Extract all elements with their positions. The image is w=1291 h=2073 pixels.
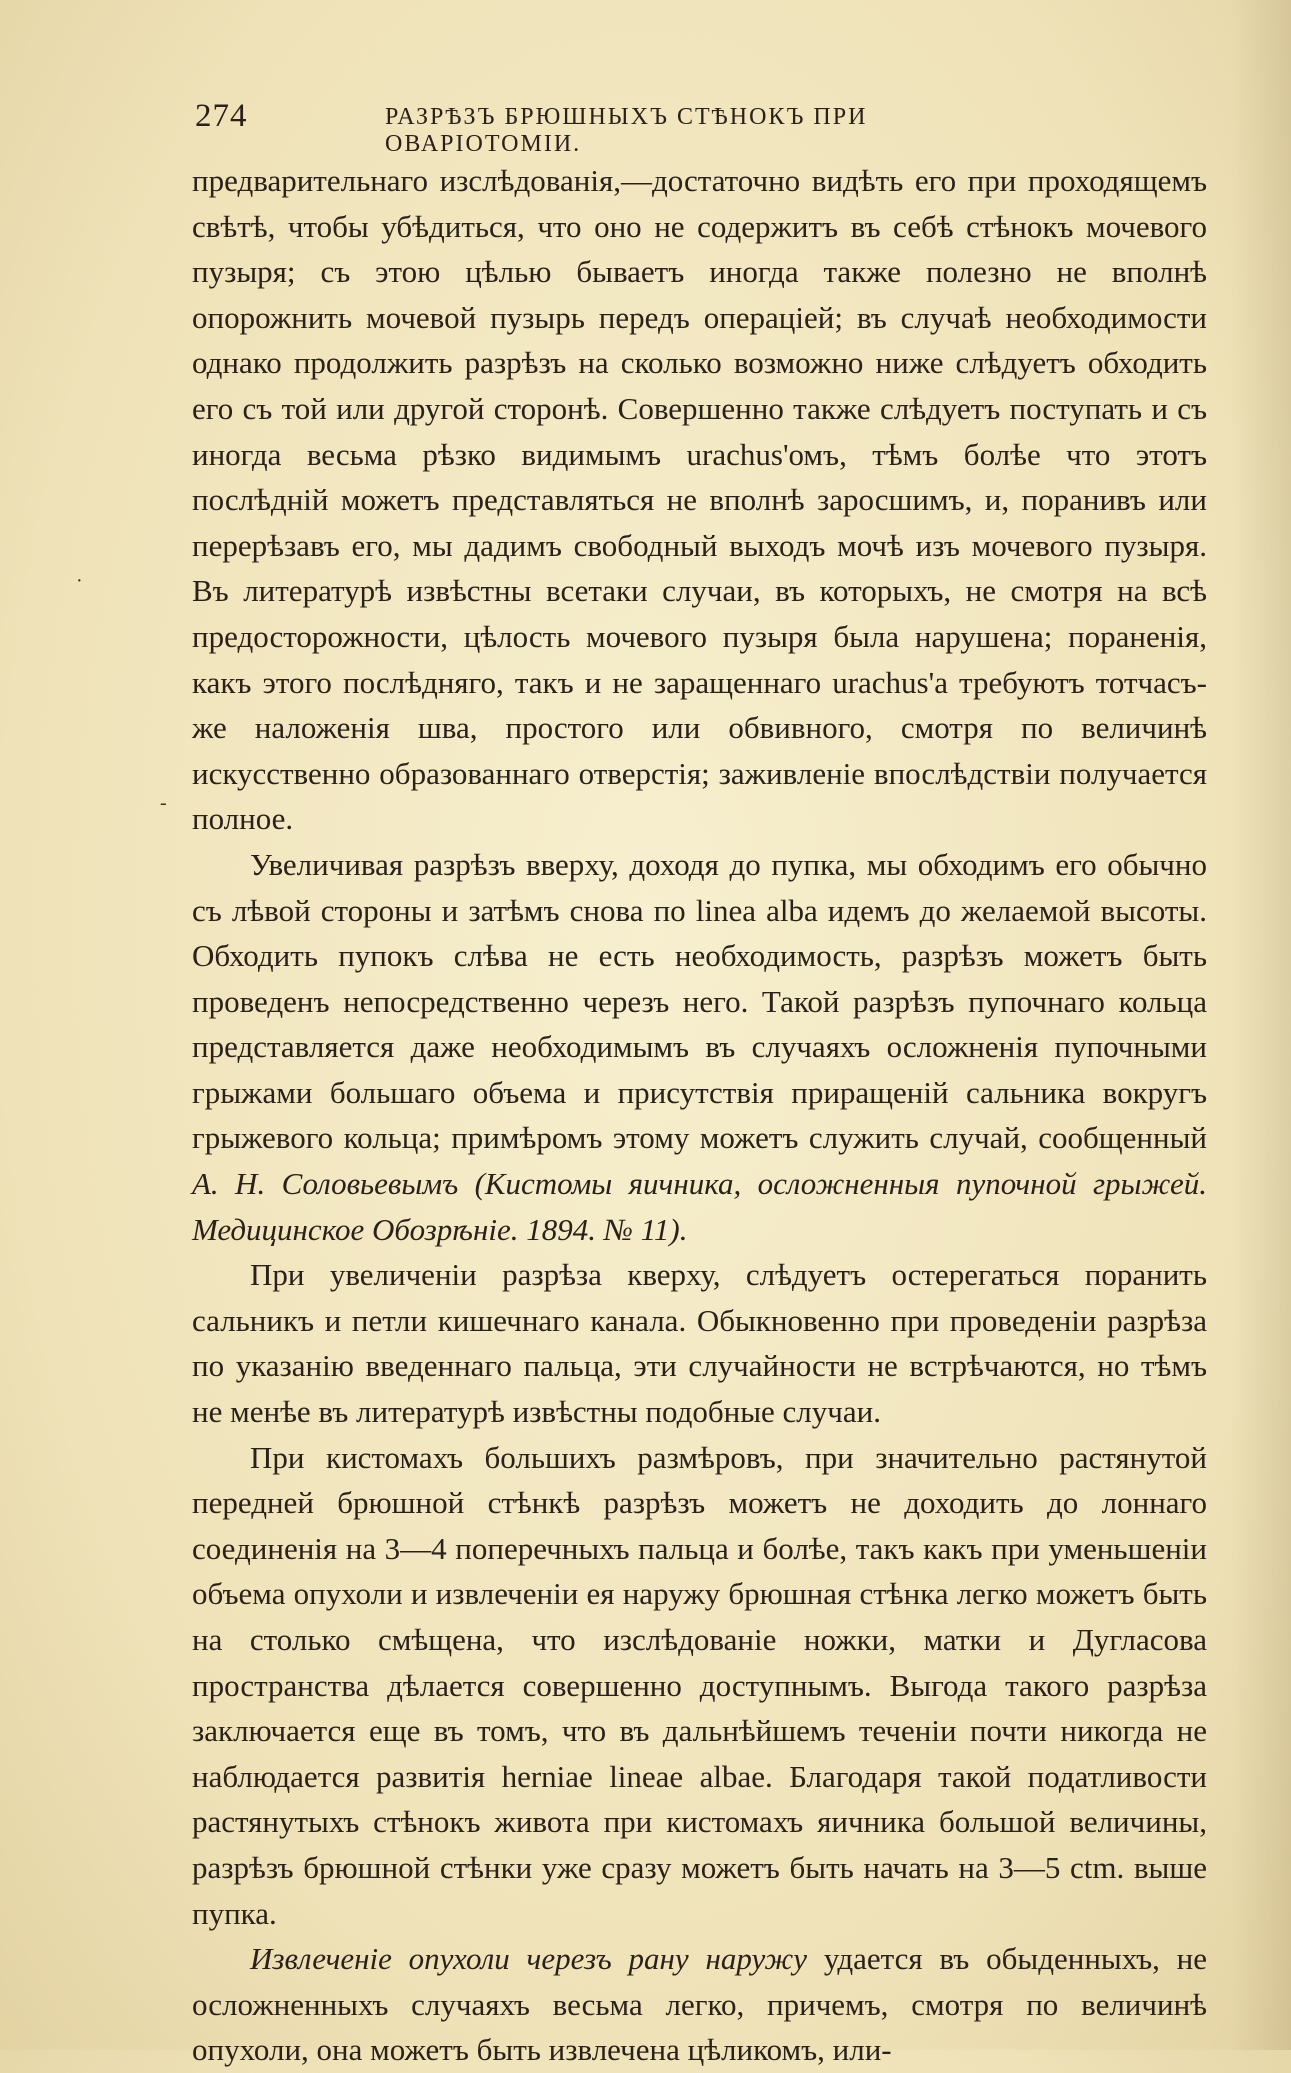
- page-header: [195, 98, 1065, 157]
- paragraph-5: [192, 1936, 1207, 2073]
- citation-italic: А. Н. Соловьевымъ (Кистомы яичника, осложненныя пупочной грыжей. Медицинское Обозрѣніе. 1894. № 11).: [192, 1166, 1207, 1247]
- paragraph-2-text: Увеличивая разрѣзъ вверху, доходя до пупка, мы обходимъ его обычно съ лѣвой стороны и затѣмъ снова по linea alba идемъ до желаемой высоты. Обходить пупокъ слѣва не есть необходимость, разрѣзъ можетъ быть проведенъ непосредственно черезъ него. Такой разрѣзъ пупочнаго кольца представляется даже необходимымъ въ случаяхъ осложненія пупочными грыжами большаго объема и присутствія приращеній сальника вокругъ грыжевого кольца; примѣромъ этому можетъ служить случай, сообщенный: [192, 846, 1207, 1156]
- running-title: РАЗРѢЗЪ БРЮШНЫХЪ СТѢНОКЪ ПРИ ОВАРІОТОМІИ.: [385, 104, 868, 157]
- paragraph-3: При увеличеніи разрѣза кверху, слѣдуетъ остерегаться поранить сальникъ и петли кишечнаго канала. Обыкновенно при проведеніи разрѣза по указанію введеннаго пальца, эти случайности не встрѣчаются, но тѣмъ не менѣе въ литературѣ извѣстны подобные случаи.: [192, 1257, 1207, 1430]
- margin-dot: ·: [76, 570, 83, 592]
- paragraph-4: При кистомахъ большихъ размѣровъ, при значительно растянутой передней брюшной стѣнкѣ разрѣзъ можетъ не доходить до лоннаго соединенія на 3—4 поперечныхъ пальца и болѣе, такъ какъ при уменьшеніи объема опухоли и извлеченіи ея наружу брюшная стѣнка легко можетъ быть на столько смѣщена, что изслѣдованіе ножки, матки и Дугласова пространства дѣлается совершенно доступнымъ. Выгода такого разрѣза заключается еще въ томъ, что въ дальнѣйшемъ теченіи почти никогда не наблюдается развитія herniae lineae albae. Благодаря такой податливости растянутыхъ стѣнокъ живота при кистомахъ яичника большой величины, разрѣзъ брюшной стѣнки уже сразу можетъ быть начать на 3—5 ctm. выше пупка.: [192, 1439, 1207, 1931]
- body-text: [192, 158, 1207, 2073]
- margin-tick: -: [160, 792, 167, 814]
- page-number: 274: [195, 98, 248, 134]
- paragraph-5-text: удается въ обыденныхъ, не осложненныхъ случаяхъ весьма легко, причемъ, смотря по величинѣ опухоли, она можетъ быть извлечена цѣликомъ, или-: [192, 1941, 1207, 2068]
- paragraph-2: [192, 842, 1207, 1252]
- page-edge-shadow: [1231, 0, 1291, 2050]
- section-lead-italic: Извлеченіе опухоли черезъ рану наружу: [250, 1941, 808, 1977]
- paragraph-1: предварительнаго изслѣдованія,—достаточно видѣть его при проходящемъ свѣтѣ, чтобы убѣдиться, что оно не содержитъ въ себѣ стѣнокъ мочевого пузыря; съ этою цѣлью бываетъ иногда также полезно не вполнѣ опорожнить мочевой пузырь передъ операціей; въ случаѣ необходимости однако продолжить разрѣзъ на сколько возможно ниже слѣдуетъ обходить его съ той или другой сторонѣ. Совершенно также слѣдуетъ поступать и съ иногда весьма рѣзко видимымъ urachus'омъ, тѣмъ болѣе что этотъ послѣдній можетъ представляться не вполнѣ заросшимъ, и, поранивъ или перерѣзавъ его, мы дадимъ свободный выходъ мочѣ изъ мочевого пузыря. Въ литературѣ извѣстны всетаки случаи, въ которыхъ, не смотря на всѣ предосторожности, цѣлость мочевого пузыря была нарушена; пораненія, какъ этого послѣдняго, такъ и не заращеннаго urachus'a требуютъ тотчасъ-же наложенія шва, простого или обвивного, смотря по величинѣ искусственно образованнаго отверстія; заживленіе впослѣдствіи получается полное.: [192, 163, 1207, 837]
